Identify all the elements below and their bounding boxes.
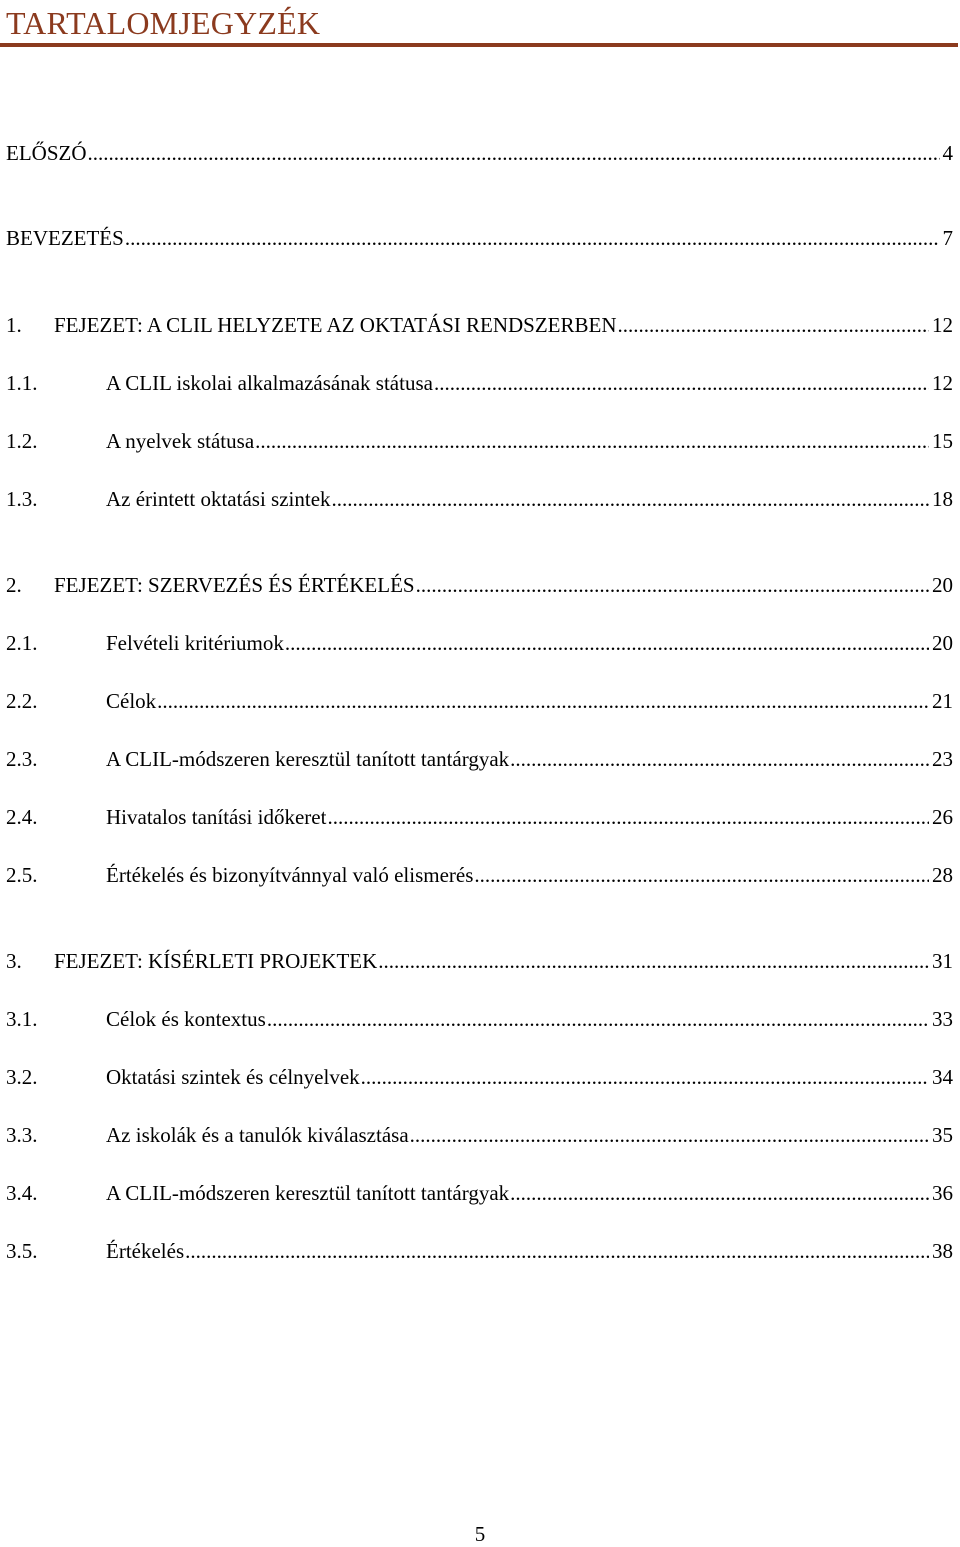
toc-entry-section-2-5[interactable] bbox=[6, 862, 953, 888]
toc-entry-section-3-3[interactable] bbox=[6, 1122, 953, 1148]
toc-entry-chapter-1[interactable] bbox=[6, 312, 953, 338]
toc-entry-number: 1. bbox=[6, 313, 22, 337]
toc-entry-title: Oktatási szintek és célnyelvek bbox=[106, 1065, 360, 1089]
toc-entry-number: 1.3. bbox=[6, 487, 38, 511]
toc-page-number: 31 bbox=[932, 949, 953, 973]
toc-entry-title: FEJEZET: A CLIL HELYZETE AZ OKTATÁSI RENDSZERBEN bbox=[54, 313, 617, 337]
toc-dot-leader bbox=[378, 948, 929, 974]
toc-entry-number: 2.4. bbox=[6, 805, 38, 829]
toc-entry-title: A CLIL-módszeren keresztül tanított tantárgyak bbox=[106, 747, 510, 771]
toc-page-number: 33 bbox=[932, 1007, 953, 1031]
toc-page-number: 20 bbox=[932, 631, 953, 655]
toc-entry-section-3-1[interactable] bbox=[6, 1006, 953, 1032]
toc-page-number: 36 bbox=[932, 1181, 953, 1205]
toc-entry-number: 3.5. bbox=[6, 1239, 38, 1263]
toc-entry-title: FEJEZET: KÍSÉRLETI PROJEKTEK bbox=[54, 949, 378, 973]
toc-dot-leader bbox=[255, 428, 929, 454]
toc-page-number: 12 bbox=[932, 313, 953, 337]
toc-dot-leader bbox=[434, 370, 929, 396]
toc-dot-leader bbox=[510, 1180, 929, 1206]
toc-entry-number: 3.4. bbox=[6, 1181, 38, 1205]
toc-entry-title: Hivatalos tanítási időkeret bbox=[106, 805, 327, 829]
toc-dot-leader bbox=[618, 312, 929, 338]
toc-entry-number: 3.1. bbox=[6, 1007, 38, 1031]
toc-entry-section-2-4[interactable] bbox=[6, 804, 953, 830]
toc-entry-title: ELŐSZÓ bbox=[6, 141, 87, 165]
toc-entry-title: A nyelvek státusa bbox=[106, 429, 255, 453]
page-title: TARTALOMJEGYZÉK bbox=[6, 5, 321, 41]
toc-page-number: 28 bbox=[932, 863, 953, 887]
toc-page-number: 7 bbox=[942, 226, 953, 250]
toc-entry-section-1-2[interactable] bbox=[6, 428, 953, 454]
toc-dot-leader bbox=[88, 140, 940, 166]
toc-entry-title: Értékelés és bizonyítvánnyal való elismerés bbox=[106, 863, 474, 887]
toc-entry-number: 2.2. bbox=[6, 689, 38, 713]
toc-entry-section-1-3[interactable] bbox=[6, 486, 953, 512]
toc-entry-number: 3.3. bbox=[6, 1123, 38, 1147]
toc-entry-chapter-3[interactable] bbox=[6, 948, 953, 974]
toc-page-number: 18 bbox=[932, 487, 953, 511]
toc-page-number: 23 bbox=[932, 747, 953, 771]
toc-dot-leader bbox=[157, 688, 929, 714]
toc-page-number: 35 bbox=[932, 1123, 953, 1147]
page-number: 5 bbox=[474, 1522, 486, 1546]
toc-dot-leader bbox=[474, 862, 929, 888]
toc-page-number: 20 bbox=[932, 573, 953, 597]
toc-entry-title: BEVEZETÉS bbox=[6, 226, 124, 250]
toc-entry-title: Célok bbox=[106, 689, 157, 713]
toc-entry-number: 3.2. bbox=[6, 1065, 38, 1089]
toc-page-number: 21 bbox=[932, 689, 953, 713]
toc-dot-leader bbox=[327, 804, 929, 830]
toc-entry-title: FEJEZET: SZERVEZÉS ÉS ÉRTÉKELÉS bbox=[54, 573, 415, 597]
toc-entry-number: 1.2. bbox=[6, 429, 38, 453]
toc-entry-section-3-5[interactable] bbox=[6, 1238, 953, 1264]
toc-entry-title: Az érintett oktatási szintek bbox=[106, 487, 331, 511]
toc-dot-leader bbox=[125, 225, 940, 251]
toc-entry-title: A CLIL-módszeren keresztül tanított tantárgyak bbox=[106, 1181, 510, 1205]
toc-entry-number: 3. bbox=[6, 949, 22, 973]
toc-entry-title: A CLIL iskolai alkalmazásának státusa bbox=[106, 371, 433, 395]
toc-entry-section-2-1[interactable] bbox=[6, 630, 953, 656]
toc-entry-title: Célok és kontextus bbox=[106, 1007, 266, 1031]
toc-dot-leader bbox=[361, 1064, 929, 1090]
toc-dot-leader bbox=[332, 486, 929, 512]
toc-entry-title: Az iskolák és a tanulók kiválasztása bbox=[106, 1123, 409, 1147]
toc-entry-section-2-2[interactable] bbox=[6, 688, 953, 714]
toc-entry-eloszo[interactable] bbox=[6, 140, 953, 166]
toc-entry-number: 2.3. bbox=[6, 747, 38, 771]
toc-page-number: 26 bbox=[932, 805, 953, 829]
toc-entry-title: Felvételi kritériumok bbox=[106, 631, 284, 655]
toc-entry-number: 2.5. bbox=[6, 863, 38, 887]
toc-entry-section-1-1[interactable] bbox=[6, 370, 953, 396]
toc-page-number: 4 bbox=[942, 141, 953, 165]
toc-entry-number: 2. bbox=[6, 573, 22, 597]
toc-page-number: 34 bbox=[932, 1065, 953, 1089]
title-divider bbox=[0, 43, 958, 47]
toc-entry-title: Értékelés bbox=[106, 1239, 185, 1263]
toc-page-number: 15 bbox=[932, 429, 953, 453]
toc-dot-leader bbox=[285, 630, 929, 656]
toc-dot-leader bbox=[267, 1006, 929, 1032]
toc-entry-bevezetes[interactable] bbox=[6, 225, 953, 251]
toc-dot-leader bbox=[410, 1122, 929, 1148]
toc-entry-number: 2.1. bbox=[6, 631, 38, 655]
toc-page-number: 12 bbox=[932, 371, 953, 395]
toc-entry-section-3-2[interactable] bbox=[6, 1064, 953, 1090]
toc-entry-number: 1.1. bbox=[6, 371, 38, 395]
toc-dot-leader bbox=[510, 746, 929, 772]
toc-dot-leader bbox=[416, 572, 929, 598]
toc-entry-chapter-2[interactable] bbox=[6, 572, 953, 598]
toc-page-number: 38 bbox=[932, 1239, 953, 1263]
toc-dot-leader bbox=[185, 1238, 929, 1264]
toc-entry-section-2-3[interactable] bbox=[6, 746, 953, 772]
toc-entry-section-3-4[interactable] bbox=[6, 1180, 953, 1206]
